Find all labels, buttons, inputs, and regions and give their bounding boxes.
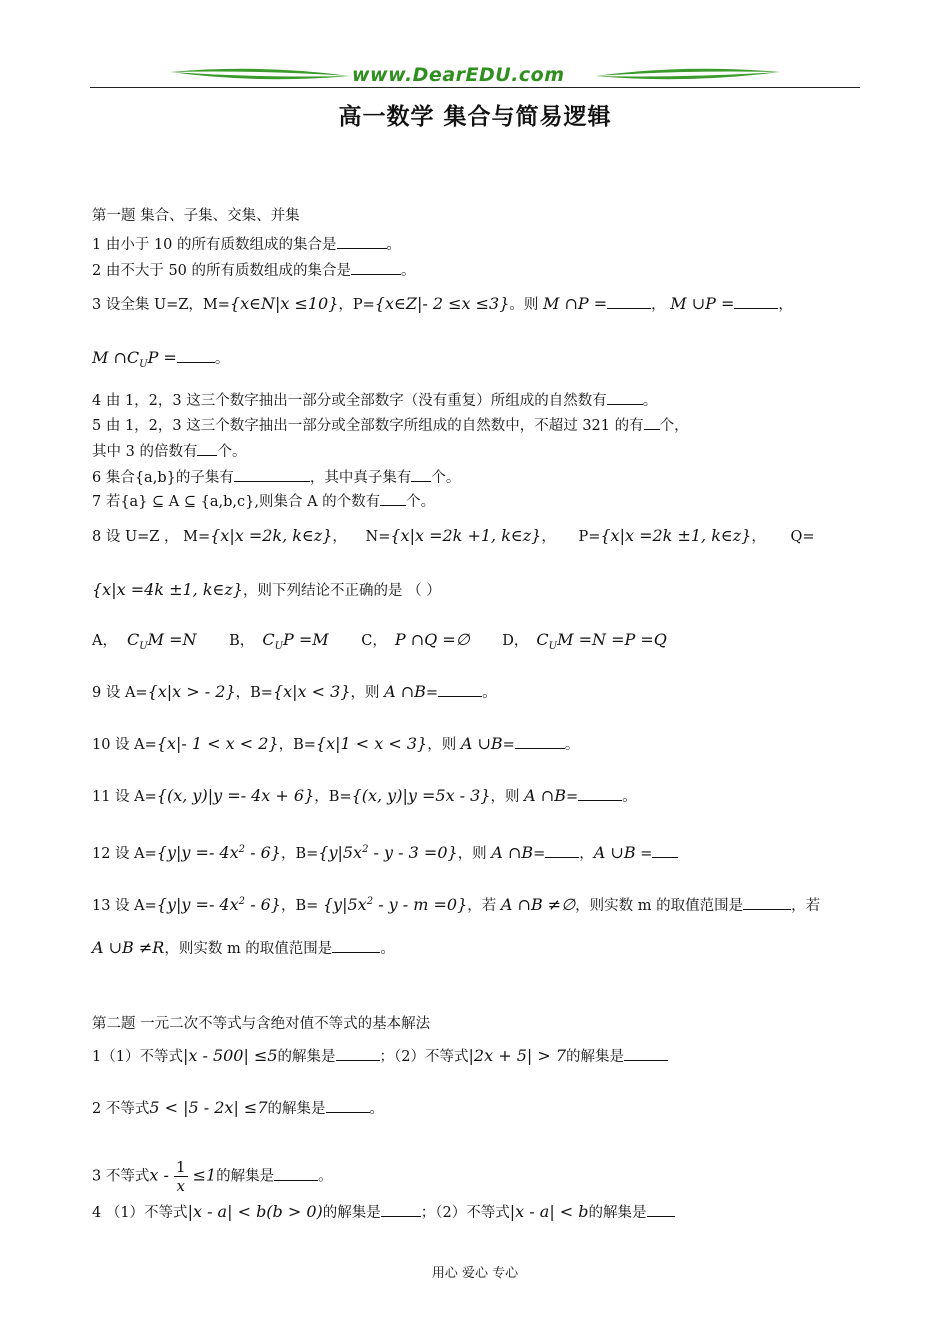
question-12: 12 设 $A=\{y|y =- 4x^2 - 6\}$，$B=\{y|5x^2 - y - 3 =0\}$，则 A ∩B= ，A ∪B = (92, 840, 678, 864)
question-4: 4 由 1，2，3 这三个数字抽出一部分或全部数字（没有重复）所组成的自然数有 。 (92, 390, 657, 411)
question-8-options: A， $C_UM =N$ B， $C_UP =M$ C， P ∩Q =∅ D， $C_UM =N =P =Q$ (92, 630, 667, 652)
question-13-cont: A ∪B ≠R，则实数 m 的取值范围是 。 (92, 938, 395, 957)
s2-question-1: 1（1）不等式|x - 500| ≤5的解集是 ；（2）不等式|2x + 5| > 7的解集是 (92, 1046, 668, 1067)
question-13: 13 设 $A=\{y|y =- 4x^2 - 6\}$，$B= \{y|5x^2 - y - m =0\}$，若 A ∩B ≠∅，则实数 m 的取值范围是 ，若 (92, 895, 821, 914)
question-5: 5 由 1，2，3 这三个数字抽出一部分或全部数字所组成的自然数中，不超过 321 的有 个， (92, 415, 689, 436)
s2-question-4: 4 （1）不等式|x - a| < b(b > 0)的解集是 ；（2）不等式|x - a| < b的解集是 (92, 1202, 675, 1223)
question-7: 7 若{a} ⊆ A ⊆ {a,b,c},则集合 A 的个数有 个。 (92, 491, 435, 512)
question-2: 2 由不大于 50 的所有质数组成的集合是 。 (92, 260, 416, 281)
question-1: 1 由小于 10 的所有质数组成的集合是 。 (92, 234, 401, 255)
page-title: 高一数学 集合与简易逻辑 (338, 103, 612, 130)
question-3-cont: M $\cap C_UP$ = 。 (92, 348, 230, 370)
page-footer: 用心 爱心 专心 (431, 1266, 519, 1281)
question-9: 9 设 A={x|x > - 2}，B={x|x < 3}，则 A ∩B= 。 (92, 682, 497, 701)
question-8: 8 设 U=Z ， M={x|x =2k, k∈z}， N={x|x =2k +1, k∈z}， P={x|x =2k ±1, k∈z}， Q= (92, 526, 815, 545)
question-10: 10 设 A={x|- 1 < x < 2}，B={x|1 < x < 3}，则 A ∪B= 。 (92, 734, 580, 753)
s2-question-2: 2 不等式5 < |5 - 2x| ≤7的解集是 。 (92, 1098, 385, 1117)
site-header (90, 60, 860, 92)
question-11: 11 设 A={(x, y)|y =- 4x + 6}，B={(x, y)|y =5x - 3}，则 A ∩B= 。 (92, 786, 637, 805)
question-5-cont: 其中 3 的倍数有 个。 (92, 441, 246, 462)
site-logo[interactable]: www.DearEDU.com (352, 64, 565, 86)
s2-question-3: 3 不等式x - $\frac{1}{x} \le 1$的解集是 。 (92, 1158, 333, 1195)
section2-heading: 第二题 一元二次不等式与含绝对值不等式的基本解法 (92, 1016, 431, 1032)
question-8-cont: {x|x =4k ±1, k∈z}，则下列结论不正确的是 （ ） (92, 580, 441, 599)
header-rule (90, 87, 860, 88)
question-6: 6 集合{a,b}的子集有 ，其中真子集有 个。 (92, 467, 460, 488)
section1-heading: 第一题 集合、子集、交集、并集 (92, 208, 300, 224)
question-3: 3 设全集 U=Z，M={x∈N|x ≤10}，P={x∈Z|- 2 ≤x ≤3}。则 M ∩P = ， M ∪P = ， (92, 294, 793, 313)
